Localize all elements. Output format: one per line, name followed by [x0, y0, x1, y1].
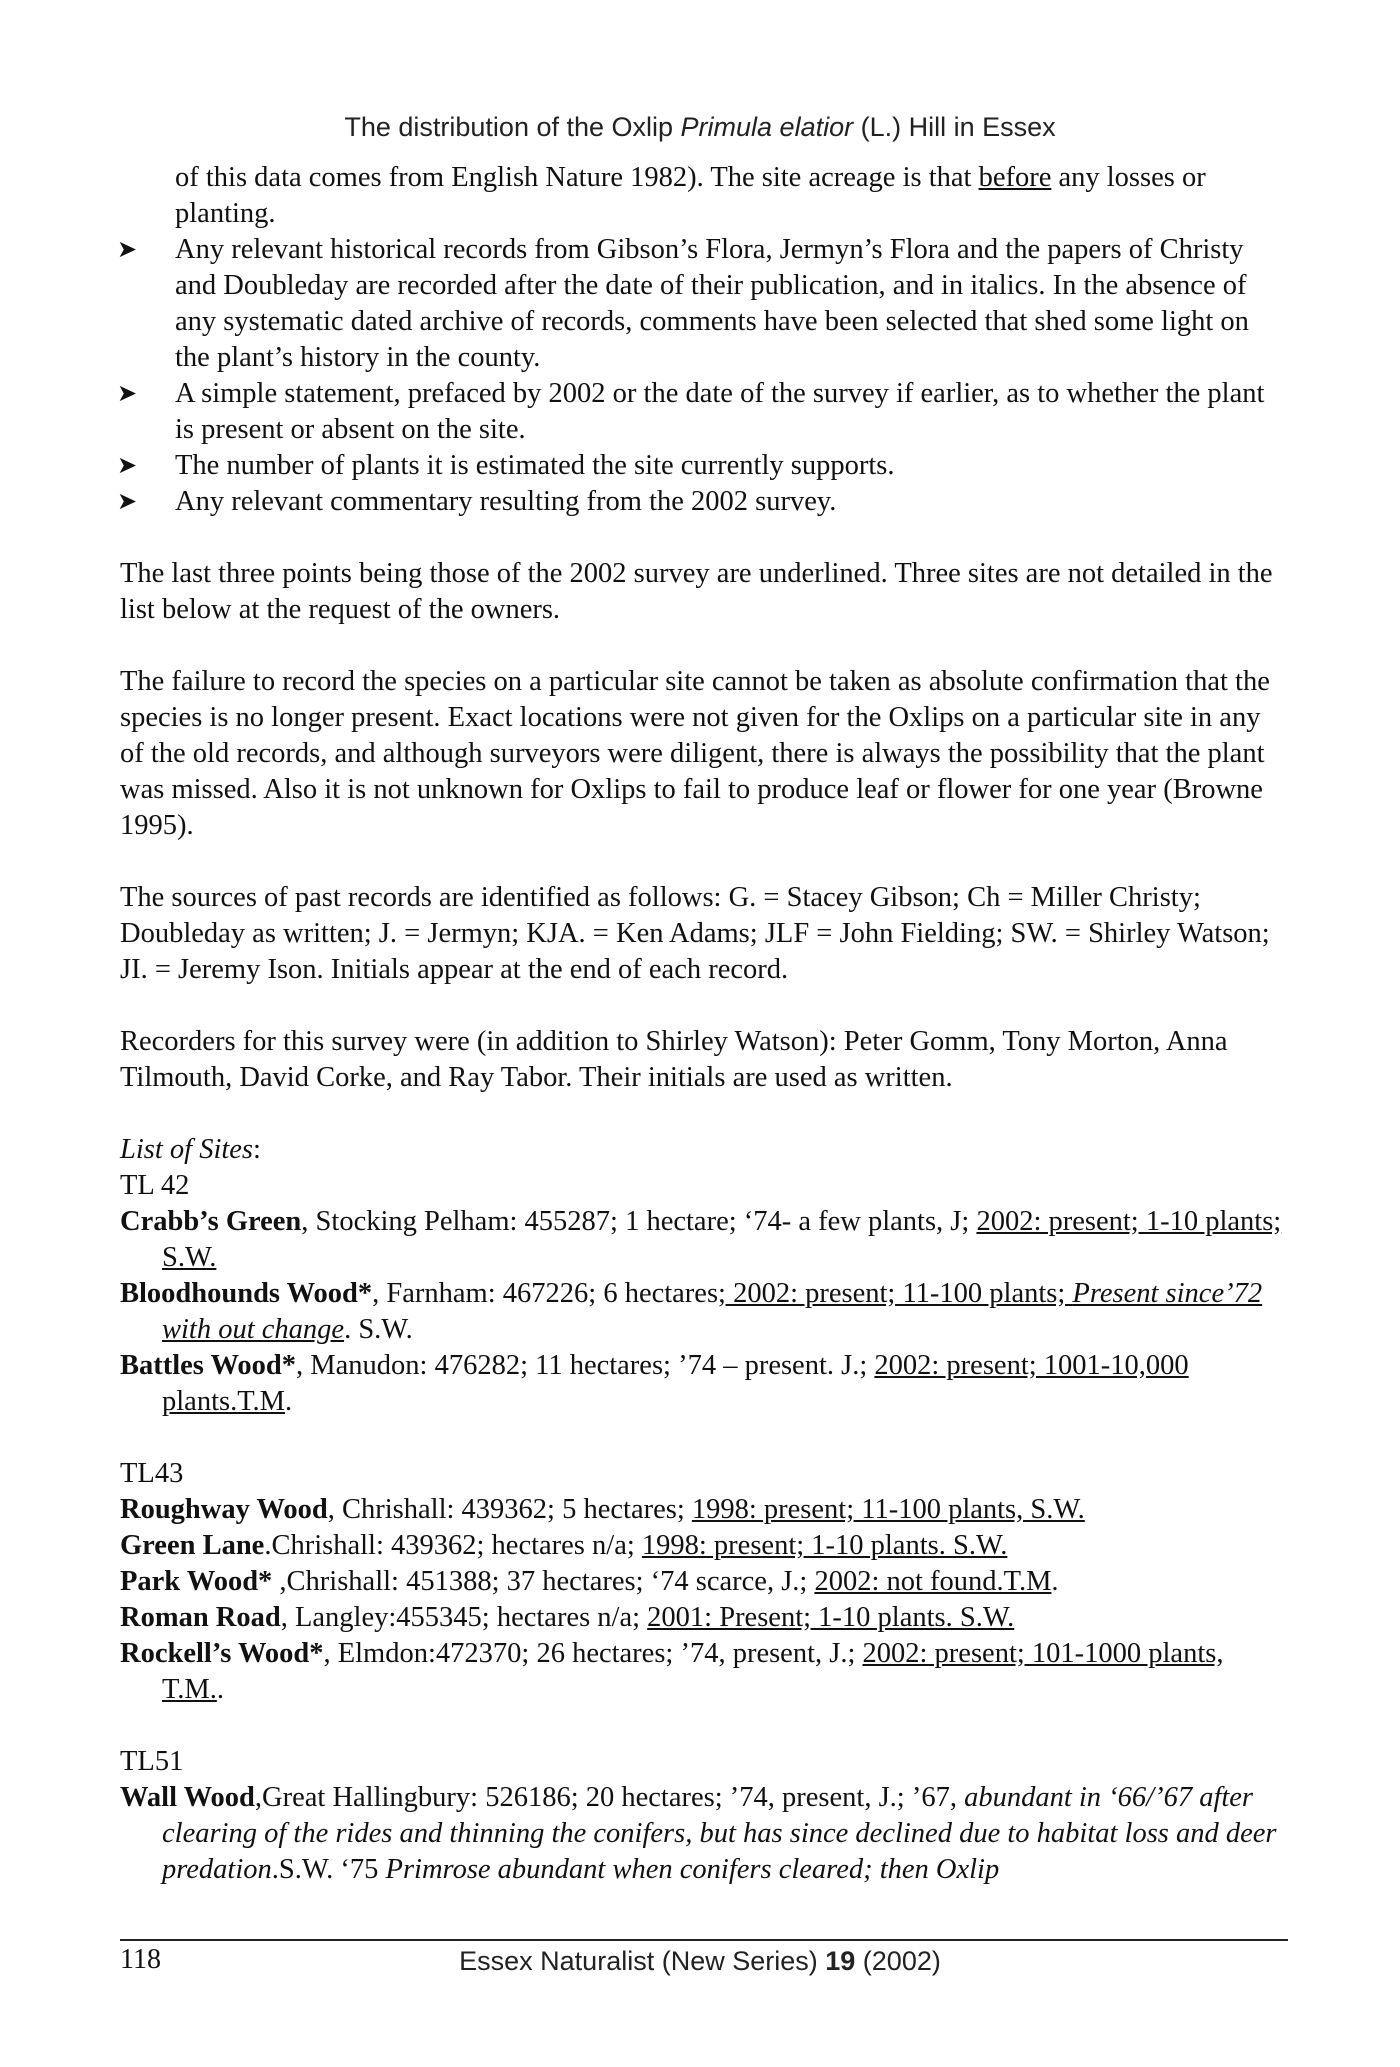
site-name: Roughway Wood	[120, 1494, 328, 1525]
arrowhead-bullet-icon: ➤	[117, 453, 138, 479]
site-entry: Bloodhounds Wood*, Farnham: 467226; 6 hectares; 2002: present; 11-100 plants; Present since’72 with out change. S.W.	[120, 1278, 1263, 1345]
arrowhead-bullet-icon: ➤	[117, 489, 138, 515]
body-paragraph: The last three points being those of the 2002 survey are underlined. Three sites are not detailed in the list below at the request of the owners.	[120, 558, 1273, 625]
site-name: Wall Wood	[120, 1782, 255, 1813]
site-entry: Green Lane.Chrishall: 439362; hectares n/a; 1998: present; 1-10 plants. S.W.	[120, 1530, 1008, 1561]
arrowhead-bullet-icon: ➤	[117, 381, 138, 407]
body-paragraph: The failure to record the species on a particular site cannot be taken as absolute confirmation that the species is no longer present. Exact locations were not given for the Oxlips on a particular site in any of the old records, and although surveyors were diligent, there is always the possibility that the plant was missed. Also it is not unknown for Oxlips to fail to produce leaf or flower for one year (Browne 1995).	[120, 666, 1270, 841]
site-name: Crabb’s Green	[120, 1206, 302, 1237]
site-entry: Battles Wood*, Manudon: 476282; 11 hectares; ’74 – present. J.; 2002: present; 1001-10,000 plants.T.M.	[120, 1350, 1189, 1417]
site-name: Bloodhounds Wood*	[120, 1278, 373, 1309]
page-number: 118	[120, 1944, 161, 1975]
site-entry: Crabb’s Green, Stocking Pelham: 455287; 1 hectare; ‘74- a few plants, J; 2002: present; 1-10 plants; S.W.	[120, 1206, 1282, 1273]
site-entry: Roman Road, Langley:455345; hectares n/a; 2001: Present; 1-10 plants. S.W.	[120, 1602, 1015, 1633]
list-title: List of Sites:	[120, 1134, 261, 1165]
site-name: Roman Road	[120, 1602, 281, 1633]
footer-divider	[120, 1939, 1288, 1941]
site-name: Park Wood*	[120, 1566, 273, 1597]
body-paragraph: The sources of past records are identified as follows: G. = Stacey Gibson; Ch = Miller Christy; Doubleday as written; J. = Jermyn; KJA. = Ken Adams; JLF = John Fielding; SW. = Shirley Watson; JI. = Jeremy Ison. Initials appear at the end of each record.	[120, 882, 1270, 985]
site-name: Battles Wood*	[120, 1350, 297, 1381]
arrowhead-bullet-icon: ➤	[117, 237, 138, 263]
criteria-list	[117, 232, 1288, 520]
header-title-start: The distribution of the Oxlip	[344, 112, 681, 142]
header-species-name: Primula elatior	[680, 112, 854, 142]
list-item: ➤ Any relevant historical records from Gibson’s Flora, Jermyn’s Flora and the papers of Christy and Doubleday are recorded after the date of their publication, and in italics. In the absence of any systematic dated archive of records, comments have been selected that shed some light on the plant’s history in the county.	[117, 234, 1249, 373]
article-body	[117, 160, 1288, 1888]
underlined-word: before	[978, 162, 1052, 193]
journal-citation: Essex Naturalist (New Series) 19 (2002)	[459, 1946, 941, 1976]
body-paragraph: Recorders for this survey were (in addition to Shirley Watson): Peter Gomm, Tony Morton, Anna Tilmouth, David Corke, and Ray Tabor. Their initials are used as written.	[120, 1026, 1228, 1093]
list-item: ➤ The number of plants it is estimated the site currently supports.	[120, 448, 1288, 484]
continued-paragraph: of this data comes from English Nature 1982). The site acreage is that before any losses or planting.	[175, 162, 1206, 229]
grid-reference: TL 42	[120, 1170, 190, 1201]
list-item: ➤ A simple statement, prefaced by 2002 or the date of the survey if earlier, as to whether the plant is present or absent on the site.	[117, 378, 1265, 445]
grid-reference: TL43	[120, 1458, 184, 1489]
list-item: ➤ Any relevant commentary resulting from the 2002 survey.	[120, 484, 1288, 520]
grid-reference: TL51	[120, 1746, 184, 1777]
site-entry: Roughway Wood, Chrishall: 439362; 5 hectares; 1998: present; 11-100 plants, S.W.	[120, 1494, 1085, 1525]
site-entry: Rockell’s Wood*, Elmdon:472370; 26 hectares; ’74, present, J.; 2002: present; 101-1000 plants, T.M..	[120, 1638, 1224, 1705]
site-entry: Wall Wood,Great Hallingbury: 526186; 20 hectares; ’74, present, J.; ’67, abundant in ‘66/’67 after clearing of the rides and thinning the conifers, but has since declined due to habitat loss and deer predation.S.W. ‘75 Primrose abundant when conifers cleared; then Oxlip	[120, 1782, 1277, 1885]
volume-number: 19	[825, 1946, 856, 1976]
site-name: Rockell’s Wood*	[120, 1638, 324, 1669]
running-header	[0, 112, 1400, 143]
site-entry: Park Wood* ,Chrishall: 451388; 37 hectares; ‘74 scarce, J.; 2002: not found.T.M.	[120, 1566, 1059, 1597]
site-name: Green Lane	[120, 1530, 265, 1561]
header-title-end: (L.) Hill in Essex	[853, 112, 1056, 142]
